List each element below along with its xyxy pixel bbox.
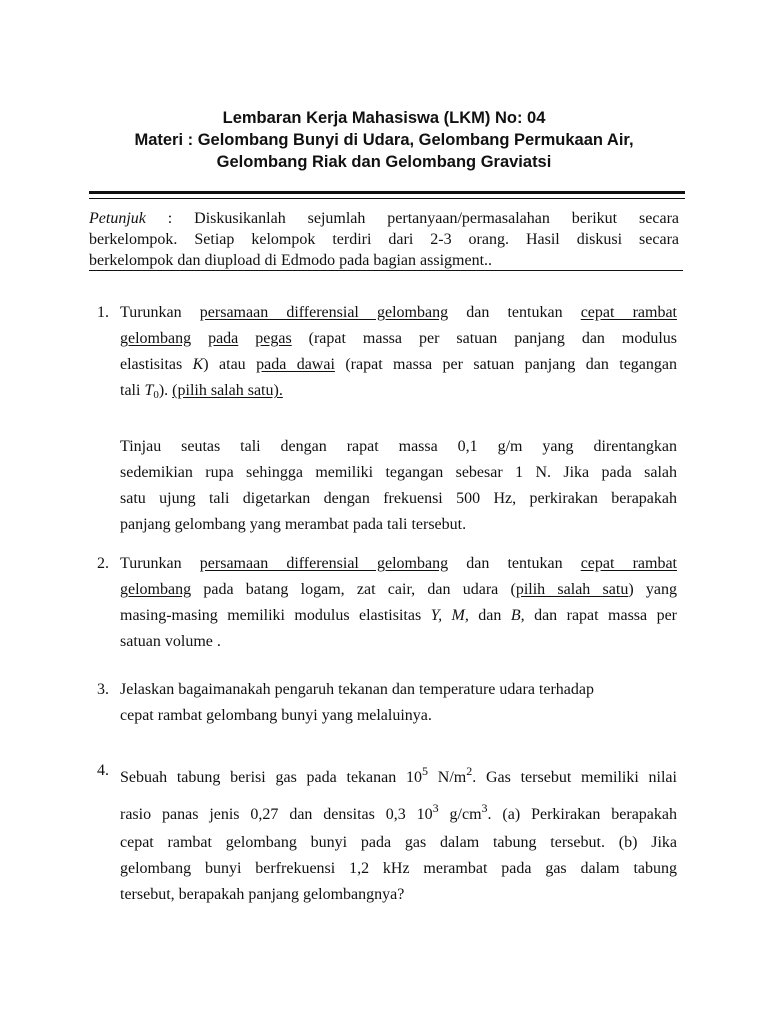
instructions-line-1: Petunjuk : Diskusikanlah sejumlah pertanyaan/permasalahan berikut secara bbox=[89, 210, 679, 227]
question-line: Sebuah tabung berisi gas pada tekanan $10^5$ $N/m^2$. Gas tersebut memiliki nilai bbox=[120, 764, 677, 786]
instructions-block bbox=[89, 208, 679, 271]
instructions-divider bbox=[89, 270, 683, 271]
instructions-line-3: berkelompok dan diupload di Edmodo pada bagian assigment.. bbox=[89, 252, 493, 269]
question-line: tersebut, berapakah panjang gelombangnya? bbox=[120, 886, 405, 903]
question-line: tali $T_0$). (pilih salah satu). bbox=[120, 382, 283, 401]
header-divider-thick bbox=[89, 191, 685, 194]
question-line: gelombang bunyi berfrekuensi 1,2 kHz merambat pada gas dalam tabung bbox=[120, 860, 677, 877]
instructions-label: Petunjuk bbox=[89, 210, 146, 227]
question-line: Turunkan persamaan differensial gelombang dan tentukan cepat rambat bbox=[120, 304, 678, 321]
question-line: satu ujung tali digetarkan dengan frekuensi 500 Hz, perkirakan berapakah bbox=[120, 490, 677, 507]
question-line: Tinjau seutas tali dengan rapat massa 0,1 g/m yang direntangkan bbox=[120, 438, 677, 455]
question-line: panjang gelombang yang merambat pada tali tersebut. bbox=[120, 516, 467, 533]
document-header bbox=[60, 107, 708, 173]
question-line: gelombang pada pegas (rapat massa per satuan panjang dan modulus bbox=[120, 330, 678, 347]
question-line: gelombang pada batang logam, zat cair, dan udara (pilih salah satu) yang bbox=[120, 581, 678, 598]
question-number: 4. bbox=[97, 762, 109, 779]
question-line: cepat rambat gelombang bunyi pada gas dalam tabung tersebut. (b) Jika bbox=[120, 834, 677, 851]
question-line: sedemikian rupa sehingga memiliki tegangan sebesar 1 N. Jika pada salah bbox=[120, 464, 677, 481]
question-line: cepat rambat gelombang bunyi yang melaluinya. bbox=[120, 707, 432, 724]
question-line: elastisitas K) atau pada dawai (rapat massa per satuan panjang dan tegangan bbox=[120, 356, 677, 373]
question-number: 2. bbox=[97, 555, 109, 572]
question-line: Jelaskan bagaimanakah pengaruh tekanan dan temperature udara terhadap bbox=[120, 681, 594, 698]
question-number: 1. bbox=[97, 304, 109, 321]
question-line: masing-masing memiliki modulus elastisitas Y, M, dan B, dan rapat massa per bbox=[120, 607, 678, 624]
header-title: Lembaran Kerja Mahasiswa (LKM) No: 04 bbox=[222, 109, 546, 127]
instructions-line-2: berkelompok. Setiap kelompok terdiri dari 2-3 orang. Hasil diskusi secara bbox=[89, 231, 679, 248]
question-body bbox=[120, 677, 677, 729]
question-body bbox=[120, 551, 677, 655]
question-line: rasio panas jenis 0,27 dan densitas 0,3 $10^3$ $g/cm^3$. (a) Perkirakan berapakah bbox=[120, 801, 677, 823]
question-line: satuan volume . bbox=[120, 633, 221, 650]
question-line: Turunkan persamaan differensial gelombang dan tentukan cepat rambat bbox=[120, 555, 678, 572]
question-body bbox=[120, 300, 677, 538]
header-topic: Materi : Gelombang Bunyi di Udara, Gelombang Permukaan Air, bbox=[134, 131, 634, 149]
question-body bbox=[120, 756, 677, 908]
question-number: 3. bbox=[97, 681, 109, 698]
header-divider-thin bbox=[89, 198, 685, 199]
header-topic-continued: Gelombang Riak dan Gelombang Graviatsi bbox=[216, 153, 552, 171]
